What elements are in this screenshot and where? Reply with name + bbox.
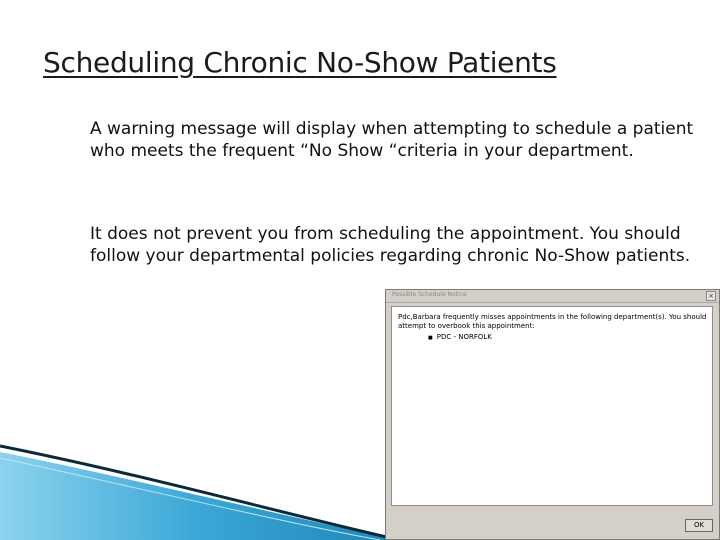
paragraph-policy: It does not prevent you from scheduling the appointment. You should follow your departmental policies regarding chronic No-Show patients. (90, 224, 691, 266)
dialog-message: Pdc,Barbara frequently misses appointments in the following department(s). You should attempt to overbook this appointment: (398, 313, 707, 330)
slide-title: Scheduling Chronic No-Show Patients (43, 46, 557, 79)
dialog-titlebar[interactable] (386, 290, 719, 303)
department-name: PDC - NORFOLK (436, 333, 492, 341)
decorative-swoosh (0, 440, 400, 540)
paragraph-warning: A warning message will display when attempting to schedule a patient who meets the frequent “No Show “criteria in your department. (90, 119, 694, 161)
close-icon[interactable]: × (706, 291, 716, 301)
dialog-message-panel (391, 306, 713, 506)
dialog-title: Possible Schedule Notice (392, 291, 467, 298)
schedule-notice-dialog (385, 289, 720, 540)
department-list-item (428, 333, 492, 343)
bullet-icon: ■ (428, 335, 433, 341)
ok-button[interactable]: OK (685, 519, 713, 532)
